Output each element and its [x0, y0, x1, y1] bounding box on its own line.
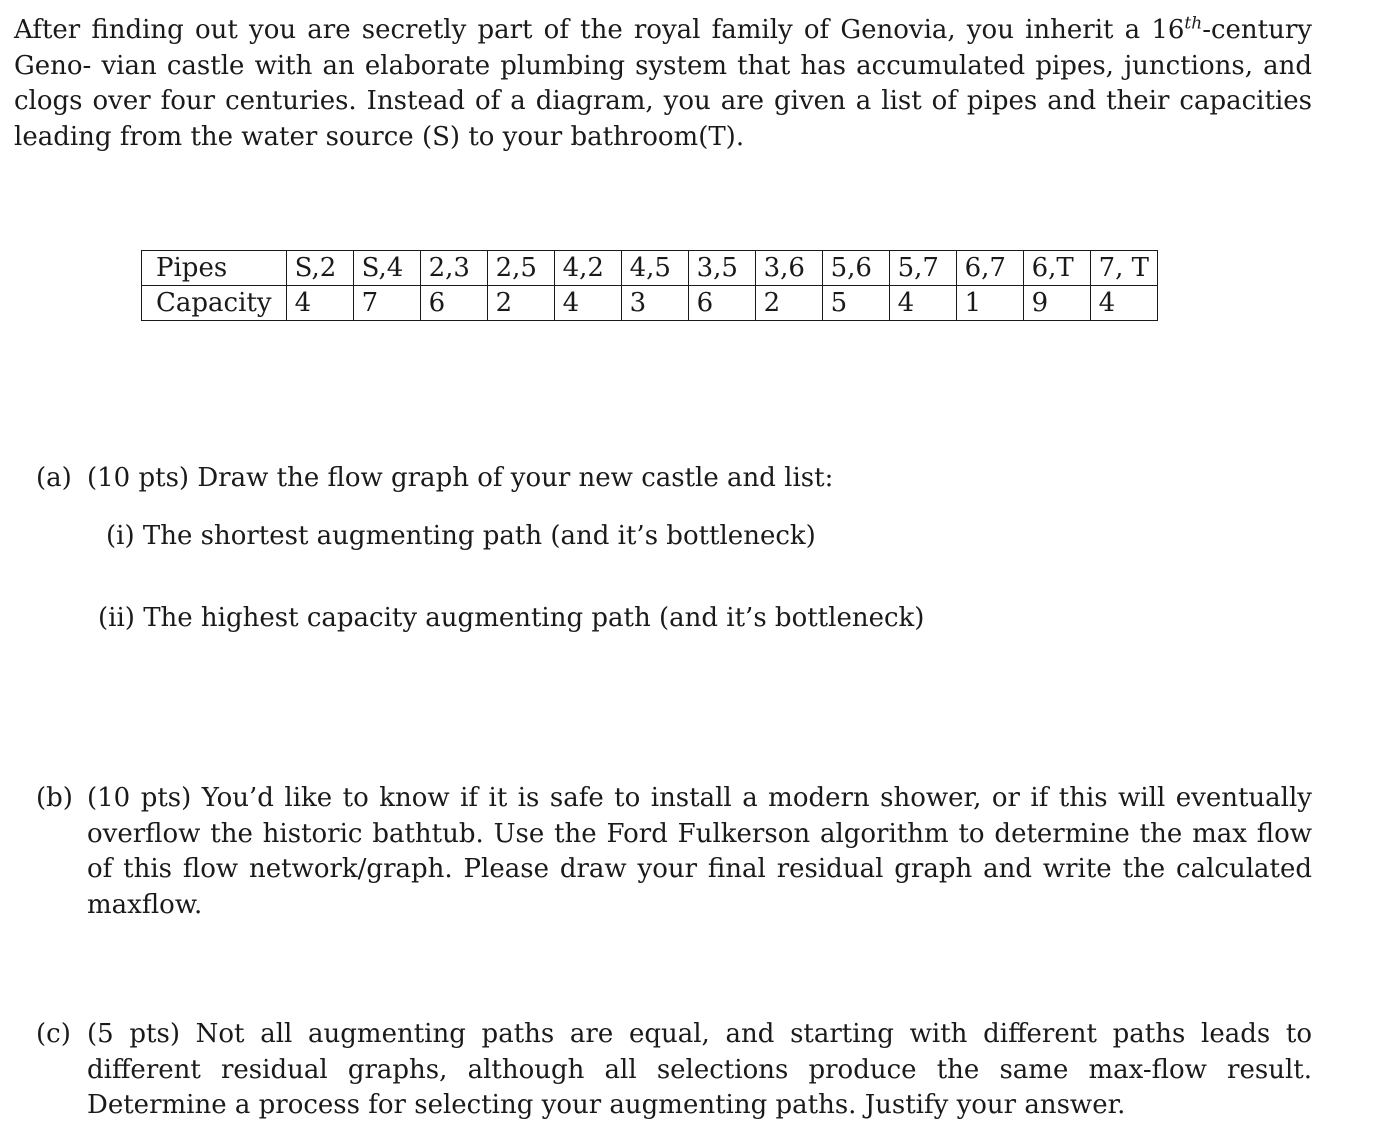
intro-text-start: After finding out you are secretly part of the royal family of Genovia, you inherit a 16: [14, 15, 1185, 45]
pipe-cell: 6,7: [956, 251, 1023, 286]
capacity-cell: 2: [755, 286, 822, 321]
capacity-header: Capacity: [142, 286, 287, 321]
capacity-cell: 2: [487, 286, 554, 321]
pipe-cell: 3,6: [755, 251, 822, 286]
pipe-cell: S,4: [353, 251, 420, 286]
question-a: [36, 461, 1312, 497]
pipe-cell: 6,T: [1023, 251, 1090, 286]
pipe-cell: 4,5: [621, 251, 688, 286]
capacity-cell: 4: [1090, 286, 1157, 321]
question-a-i-text: The shortest augmenting path (and it’s bottleneck): [142, 521, 816, 551]
pipe-cell: 7, T: [1090, 251, 1157, 286]
question-c: [36, 1017, 1312, 1124]
question-b-label: (b): [36, 783, 73, 813]
question-c-text: (5 pts) Not all augmenting paths are equal, and starting with different paths leads to different residual graphs, although all selections produce the same max-flow result. Determine a process for selecting your augmenting paths. Justify your answer.: [87, 1019, 1312, 1120]
intro-paragraph: [14, 13, 1312, 155]
question-b-text: (10 pts) You’d like to know if it is safe to install a modern shower, or if this will eventually overflow the historic bathtub. Use the Ford Fulkerson algorithm to determine the max flow of this flow network/graph. Please draw your final residual graph and write the calculated maxflow.: [87, 783, 1312, 920]
capacity-cell: 1: [956, 286, 1023, 321]
capacity-cell: 5: [822, 286, 889, 321]
question-a-i: [106, 519, 816, 554]
capacity-cell: 4: [286, 286, 353, 321]
pipe-cell: 5,6: [822, 251, 889, 286]
question-a-i-label: (i): [106, 521, 135, 551]
question-a-ii: [98, 601, 924, 636]
capacity-cell: 6: [688, 286, 755, 321]
intro-text-end: -century Geno- vian castle with an elaborate plumbing system that has accumulated pipes, junctions, and clogs over four centuries. Instead of a diagram, you are given a list of pipes and their capacities leading from the water source (S) to your bathroom(T).: [14, 15, 1312, 152]
capacity-cell: 4: [554, 286, 621, 321]
ordinal-superscript: th: [1184, 13, 1203, 34]
question-c-label: (c): [36, 1019, 71, 1049]
capacity-cell: 3: [621, 286, 688, 321]
pipe-cell: 4,2: [554, 251, 621, 286]
pipes-header: Pipes: [142, 251, 287, 286]
question-a-label: (a): [36, 463, 72, 493]
pipe-cell: 2,3: [420, 251, 487, 286]
pipes-row: [142, 251, 1158, 286]
question-a-text: (10 pts) Draw the flow graph of your new castle and list:: [87, 463, 834, 493]
capacity-cell: 9: [1023, 286, 1090, 321]
pipe-cell: 2,5: [487, 251, 554, 286]
pipe-cell: S,2: [286, 251, 353, 286]
question-b: [36, 781, 1312, 923]
capacity-cell: 4: [889, 286, 956, 321]
pipes-capacity-table: [141, 250, 1158, 321]
capacity-cell: 6: [420, 286, 487, 321]
capacity-cell: 7: [353, 286, 420, 321]
question-a-ii-text: The highest capacity augmenting path (and it’s bottleneck): [143, 603, 925, 633]
pipe-cell: 3,5: [688, 251, 755, 286]
question-a-ii-label: (ii): [98, 603, 135, 633]
capacity-row: [142, 286, 1158, 321]
pipe-cell: 5,7: [889, 251, 956, 286]
